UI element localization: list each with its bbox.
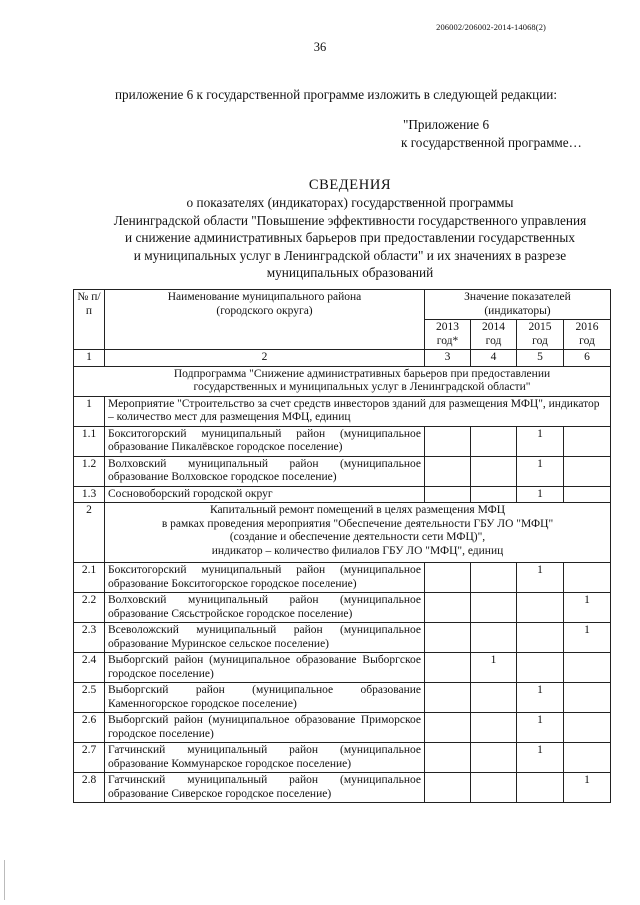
document-title bbox=[60, 176, 640, 282]
subprogram-title: Подпрограмма "Снижение административных барьеров при предоставлении государственных и муниципальных услуг в Ленинградской области" bbox=[74, 366, 611, 396]
row-value-2016: 1 bbox=[564, 773, 611, 803]
event2-line3: (создание и обеспечение деятельности сети МФЦ)", bbox=[229, 531, 486, 543]
appendix-ref-line1: "Приложение 6 bbox=[403, 117, 490, 132]
row-value-2016: 1 bbox=[564, 623, 611, 653]
col-number-3: 3 bbox=[425, 350, 471, 367]
row-value-2014 bbox=[471, 713, 517, 743]
row-num: 2.3 bbox=[74, 623, 105, 653]
row-value-2015: 1 bbox=[517, 486, 564, 503]
row-name: Волховский муниципальный район (муниципальное образование Волховское городское поселение) bbox=[105, 456, 425, 486]
event2-line1: Капитальный ремонт помещений в целях размещения МФЦ bbox=[209, 504, 506, 516]
event1-num: 1 bbox=[74, 396, 105, 426]
title-heading: СВЕДЕНИЯ bbox=[308, 177, 392, 193]
row-num: 1.1 bbox=[74, 426, 105, 456]
row-value-2016 bbox=[564, 426, 611, 456]
row-value-2015 bbox=[517, 773, 564, 803]
row-name: Бокситогорский муниципальный район (муниципальное образование Бокситогорское городское поселение) bbox=[105, 563, 425, 593]
title-line1: о показателях (индикаторах) государственной программы bbox=[186, 195, 514, 210]
row-value-2013 bbox=[425, 653, 471, 683]
row-value-2013 bbox=[425, 486, 471, 503]
header-year-2015: 2015 год bbox=[517, 320, 564, 350]
row-value-2015: 1 bbox=[517, 683, 564, 713]
row-value-2015: 1 bbox=[517, 743, 564, 773]
row-name: Всеволожский муниципальный район (муниципальное образование Муринское сельское поселение) bbox=[105, 623, 425, 653]
table-row bbox=[74, 456, 611, 486]
row-name: Выборгский район (муниципальное образование Приморское городское поселение) bbox=[105, 713, 425, 743]
row-value-2013 bbox=[425, 456, 471, 486]
row-value-2016 bbox=[564, 713, 611, 743]
event1-text: Мероприятие "Строительство за счет средств инвесторов зданий для размещения МФЦ", индикатор – количество мест для размещения МФЦ, единиц bbox=[105, 396, 611, 426]
row-value-2016 bbox=[564, 683, 611, 713]
column-numbers-row bbox=[74, 350, 611, 367]
scan-edge-mark bbox=[4, 860, 5, 900]
row-value-2016 bbox=[564, 743, 611, 773]
event1-row bbox=[74, 396, 611, 426]
table-row bbox=[74, 593, 611, 623]
row-num: 2.7 bbox=[74, 743, 105, 773]
row-name: Волховский муниципальный район (муниципальное образование Сясьстройское городское поселение) bbox=[105, 593, 425, 623]
table-row bbox=[74, 563, 611, 593]
header-year-2016: 2016 год bbox=[564, 320, 611, 350]
appendix-ref-line2: к государственной программе… bbox=[401, 135, 582, 150]
row-value-2014 bbox=[471, 593, 517, 623]
row-value-2015: 1 bbox=[517, 713, 564, 743]
row-value-2015 bbox=[517, 653, 564, 683]
row-name: Выборгский район (муниципальное образование Каменногорское городское поселение) bbox=[105, 683, 425, 713]
row-num: 1.3 bbox=[74, 486, 105, 503]
title-line4: и муниципальных услуг в Ленинградской области" и их значениях в разрезе bbox=[133, 247, 567, 263]
table-row bbox=[74, 713, 611, 743]
row-num: 1.2 bbox=[74, 456, 105, 486]
header-year-2014: 2014 год bbox=[471, 320, 517, 350]
page-number: 36 bbox=[313, 40, 327, 54]
row-value-2013 bbox=[425, 593, 471, 623]
row-value-2013 bbox=[425, 773, 471, 803]
row-value-2016 bbox=[564, 653, 611, 683]
row-value-2015 bbox=[517, 623, 564, 653]
row-name: Сосновоборский городской округ bbox=[105, 486, 425, 503]
row-num: 2.8 bbox=[74, 773, 105, 803]
table-row bbox=[74, 773, 611, 803]
event2-line4: индикатор – количество филиалов ГБУ ЛО "МФЦ", единиц bbox=[211, 544, 504, 557]
row-value-2016 bbox=[564, 486, 611, 503]
row-name: Выборгский район (муниципальное образование Выборгское городское поселение) bbox=[105, 653, 425, 683]
row-value-2013 bbox=[425, 426, 471, 456]
row-name: Гатчинский муниципальный район (муниципальное образование Сиверское городское поселение) bbox=[105, 773, 425, 803]
row-value-2014 bbox=[471, 456, 517, 486]
row-value-2016: 1 bbox=[564, 593, 611, 623]
row-value-2015 bbox=[517, 593, 564, 623]
row-value-2013 bbox=[425, 743, 471, 773]
row-num: 2.5 bbox=[74, 683, 105, 713]
row-name: Гатчинский муниципальный район (муниципальное образование Коммунарское городское поселение) bbox=[105, 743, 425, 773]
table-row bbox=[74, 683, 611, 713]
row-name: Бокситогорский муниципальный район (муниципальное образование Пикалёвское городское поселение) bbox=[105, 426, 425, 456]
subprogram-row bbox=[74, 366, 611, 396]
row-value-2014: 1 bbox=[471, 653, 517, 683]
row-value-2015: 1 bbox=[517, 563, 564, 593]
table-row bbox=[74, 743, 611, 773]
indicators-table bbox=[73, 289, 611, 803]
header-year-2013: 2013 год* bbox=[425, 320, 471, 350]
row-value-2014 bbox=[471, 743, 517, 773]
table-row bbox=[74, 653, 611, 683]
row-num: 2.4 bbox=[74, 653, 105, 683]
header-values-group: Значение показателей (индикаторы) bbox=[425, 290, 611, 320]
title-line2: Ленинградской области "Повышение эффективности государственного управления bbox=[113, 212, 587, 228]
header-name: Наименование муниципального района (городского округа) bbox=[105, 290, 425, 350]
col-number-4: 4 bbox=[471, 350, 517, 367]
title-line5: муниципальных образований bbox=[266, 265, 434, 280]
row-value-2014 bbox=[471, 486, 517, 503]
row-value-2014 bbox=[471, 563, 517, 593]
event2-row bbox=[74, 503, 611, 563]
col-number-6: 6 bbox=[564, 350, 611, 367]
event2-num: 2 bbox=[74, 503, 105, 563]
row-value-2016 bbox=[564, 456, 611, 486]
row-value-2014 bbox=[471, 773, 517, 803]
row-num: 2.6 bbox=[74, 713, 105, 743]
row-num: 2.2 bbox=[74, 593, 105, 623]
table-row bbox=[74, 623, 611, 653]
event2-text bbox=[105, 503, 611, 563]
row-value-2015: 1 bbox=[517, 456, 564, 486]
table-row bbox=[74, 486, 611, 503]
row-value-2014 bbox=[471, 623, 517, 653]
row-num: 2.1 bbox=[74, 563, 105, 593]
row-value-2016 bbox=[564, 563, 611, 593]
header-num: № п/п bbox=[74, 290, 105, 350]
col-number-1: 1 bbox=[74, 350, 105, 367]
title-line3: и снижение административных барьеров при предоставлении государственных bbox=[125, 230, 575, 245]
row-value-2013 bbox=[425, 623, 471, 653]
document-id: 206002/206002-2014-14068(2) bbox=[436, 22, 546, 32]
row-value-2014 bbox=[471, 683, 517, 713]
intro-text: приложение 6 к государственной программе изложить в следующей редакции: bbox=[115, 87, 558, 102]
row-value-2014 bbox=[471, 426, 517, 456]
appendix-reference bbox=[403, 116, 582, 152]
col-number-5: 5 bbox=[517, 350, 564, 367]
table-row bbox=[74, 426, 611, 456]
event2-line2: в рамках проведения мероприятия "Обеспечение деятельности ГБУ ЛО "МФЦ" bbox=[161, 517, 554, 530]
row-value-2013 bbox=[425, 563, 471, 593]
row-value-2013 bbox=[425, 713, 471, 743]
row-value-2015: 1 bbox=[517, 426, 564, 456]
row-value-2013 bbox=[425, 683, 471, 713]
col-number-2: 2 bbox=[105, 350, 425, 367]
